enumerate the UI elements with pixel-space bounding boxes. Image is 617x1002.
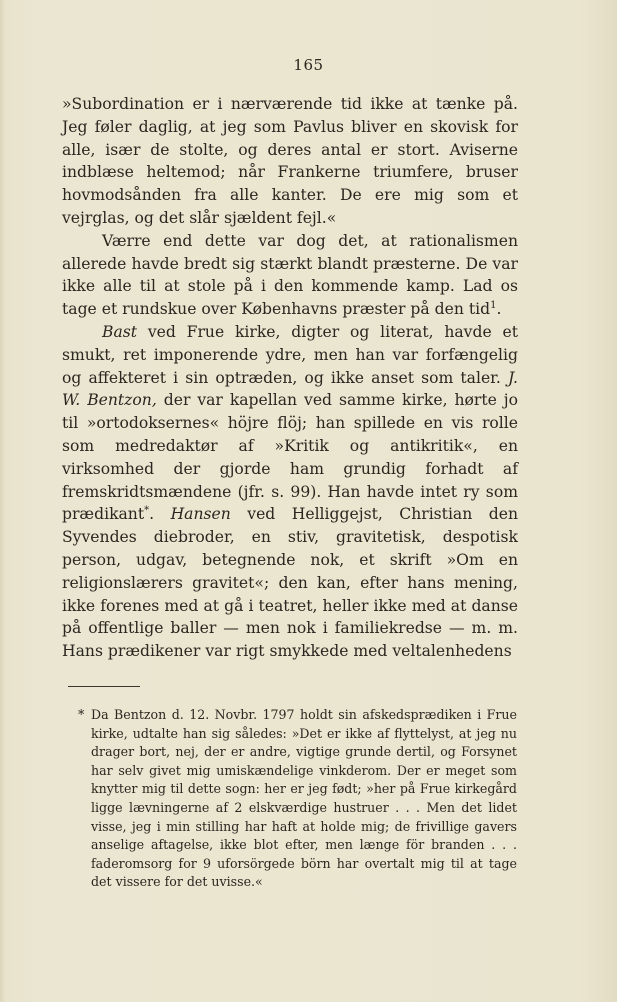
- priests-text-d: ved Helliggejst, Christian den Syvendes diebroder, en stiv, gravitetisk, despotisk person, udgav, betegnende nok, et skrift »Om en religionslærers gravitet«; den kan, efter hans mening, ikke forenes med at gå i teatret, heller ikke med at danse på offentlige baller — men nok i familiekredse — m. m. Hans prædikener var rigt smykkede med veltalenhedens: [62, 505, 518, 661]
- name-bast: Bast: [102, 322, 138, 341]
- page-number: 165: [293, 56, 324, 74]
- footnote-divider: [68, 686, 140, 687]
- paragraph-rationalism-end: .: [496, 300, 502, 319]
- footnote-mark-star: *: [144, 505, 150, 517]
- priests-text-c: .: [149, 505, 171, 524]
- name-bentzon: J. W. Bentzon,: [62, 368, 518, 410]
- paragraph-priests: [62, 321, 518, 663]
- body-text: [62, 93, 518, 663]
- footnote: [78, 706, 517, 892]
- priests-text-a: ved Frue kirke, digter og literat, havde et smukt, ret imponerende ydre, men han var forfængelig og affekteret i sin optræden, og ikke anset som taler.: [62, 322, 518, 387]
- paragraph-quote: »Subordination er i nærværende tid ikke at tænke på. Jeg føler daglig, at jeg som Pavlus bliver en skovisk for alle, især de stolte, og deres antal er stort. Aviserne indblæse heltemod; når Frankerne triumfere, bruser hovmodsånden fra alle kanter. De ere mig som et vejrglas, og det slår sjældent fejl.«: [62, 95, 518, 227]
- footnote-star: *: [78, 707, 85, 722]
- paragraph-rationalism-text: Værre end dette var dog det, at rationalismen allerede havde bredt sig stærkt blandt præsterne. De var ikke alle til at stole på i den kommende kamp. Lad os tage et rundskue over Københavns præster på den tid: [62, 231, 518, 319]
- footnote-mark-1: 1: [490, 299, 497, 311]
- paragraph-rationalism: [62, 230, 518, 321]
- priests-text-b: der var kapellan ved samme kirke, hørte jo til »ortodoksernes« höjre flöj; han spillede en vis rolle som medredaktør af »Kritik og antikritik«, en virksomhed der gjorde ham grundig forhadt af fremskridtsmændene (jfr. s. 99). Han havde intet ry som prædikant: [62, 391, 518, 524]
- footnote-text: Da Bentzon d. 12. Novbr. 1797 holdt sin afskedsprædiken i Frue kirke, udtalte han sig således: »Det er ikke af flyttelyst, at jeg nu drager bort, nej, der er andre, vigtige grunde dertil, og Forsynet har selv givet mig umiskændelige vinkderom. Der er meget som knytter mig til dette sogn: her er jeg født; »her på Frue kirkegård ligge lævningerne af 2 elskværdige hustruer . . . Men det lidet visse, jeg i min stilling har haft at holde mig; de frivillige gavers anselige aftagelse, ikke blot efter, men længe för branden . . . faderomsorg for 9 uforsörgede börn har overtalt mig til at tage det vissere for det uvisse.«: [91, 707, 517, 890]
- name-hansen: Hansen: [170, 505, 231, 524]
